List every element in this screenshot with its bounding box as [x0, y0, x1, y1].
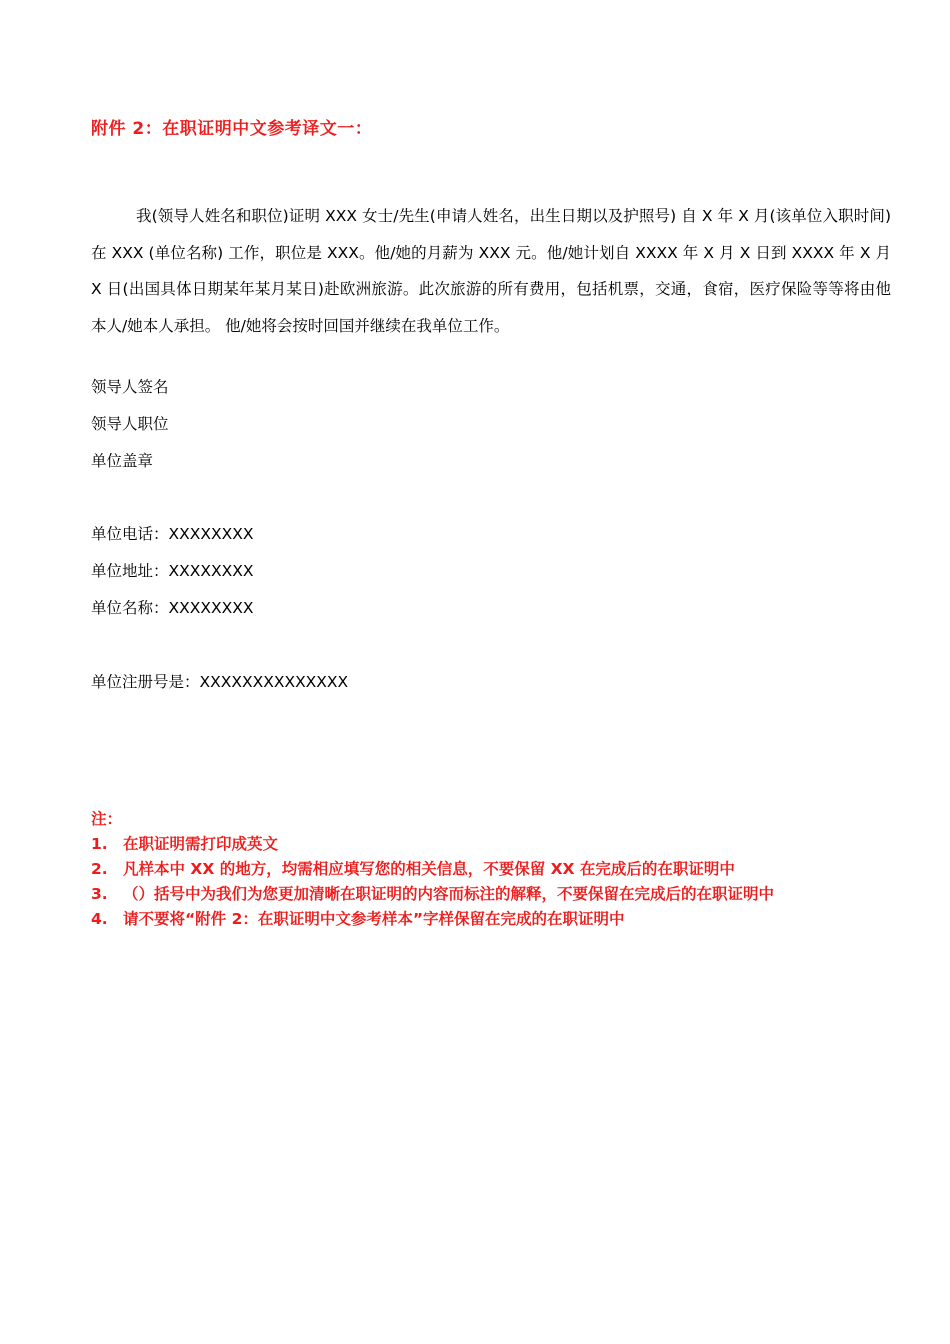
note-number: 3. — [91, 885, 108, 903]
certificate-body-paragraph: 我(领导人姓名和职位)证明 XXX 女士/先生(申请人姓名，出生日期以及护照号) 自 X 年 X 月(该单位入职时间) 在 XXX (单位名称) 工作，职位是 XXX。他/她的月薪为 XXX 元。他/她计划自 XXXX 年 X 月 X 日到 XXXX 年 X 月 X 日(出国具体日期某年某月某日)赴欧洲旅游。此次旅游的所有费用，包括机票，交通，食宿，医疗保险等等将由他本人/她本人承担。 他/她将会按时回国并继续在我单位工作。 — [91, 207, 891, 335]
company-address-line: 单位地址：XXXXXXXX — [91, 562, 254, 580]
company-registration-line: 单位注册号是：XXXXXXXXXXXXXX — [91, 673, 349, 691]
note-text: 凡样本中 XX 的地方，均需相应填写您的相关信息，不要保留 XX 在完成后的在职证明中 — [123, 860, 735, 878]
note-item — [91, 857, 774, 882]
leader-position-line: 领导人职位 — [91, 415, 169, 433]
company-seal-line: 单位盖章 — [91, 452, 154, 470]
note-text: 请不要将“附件 2：在职证明中文参考样本”字样保留在完成的在职证明中 — [123, 910, 625, 928]
notes-title: 注： — [91, 810, 123, 828]
note-number: 2. — [91, 860, 108, 878]
note-item — [91, 832, 774, 857]
note-number: 1. — [91, 835, 108, 853]
note-number: 4. — [91, 910, 108, 928]
note-text: 在职证明需打印成英文 — [123, 835, 279, 853]
note-item — [91, 882, 774, 907]
leader-signature-line: 领导人签名 — [91, 378, 169, 396]
notes-section — [91, 807, 774, 932]
document-heading: 附件 2：在职证明中文参考译文一： — [91, 119, 373, 139]
note-text: （）括号中为我们为您更加清晰在职证明的内容而标注的解释，不要保留在完成后的在职证明中 — [123, 885, 775, 903]
note-item — [91, 907, 774, 932]
company-name-line: 单位名称：XXXXXXXX — [91, 599, 254, 617]
company-phone-line: 单位电话：XXXXXXXX — [91, 525, 254, 543]
